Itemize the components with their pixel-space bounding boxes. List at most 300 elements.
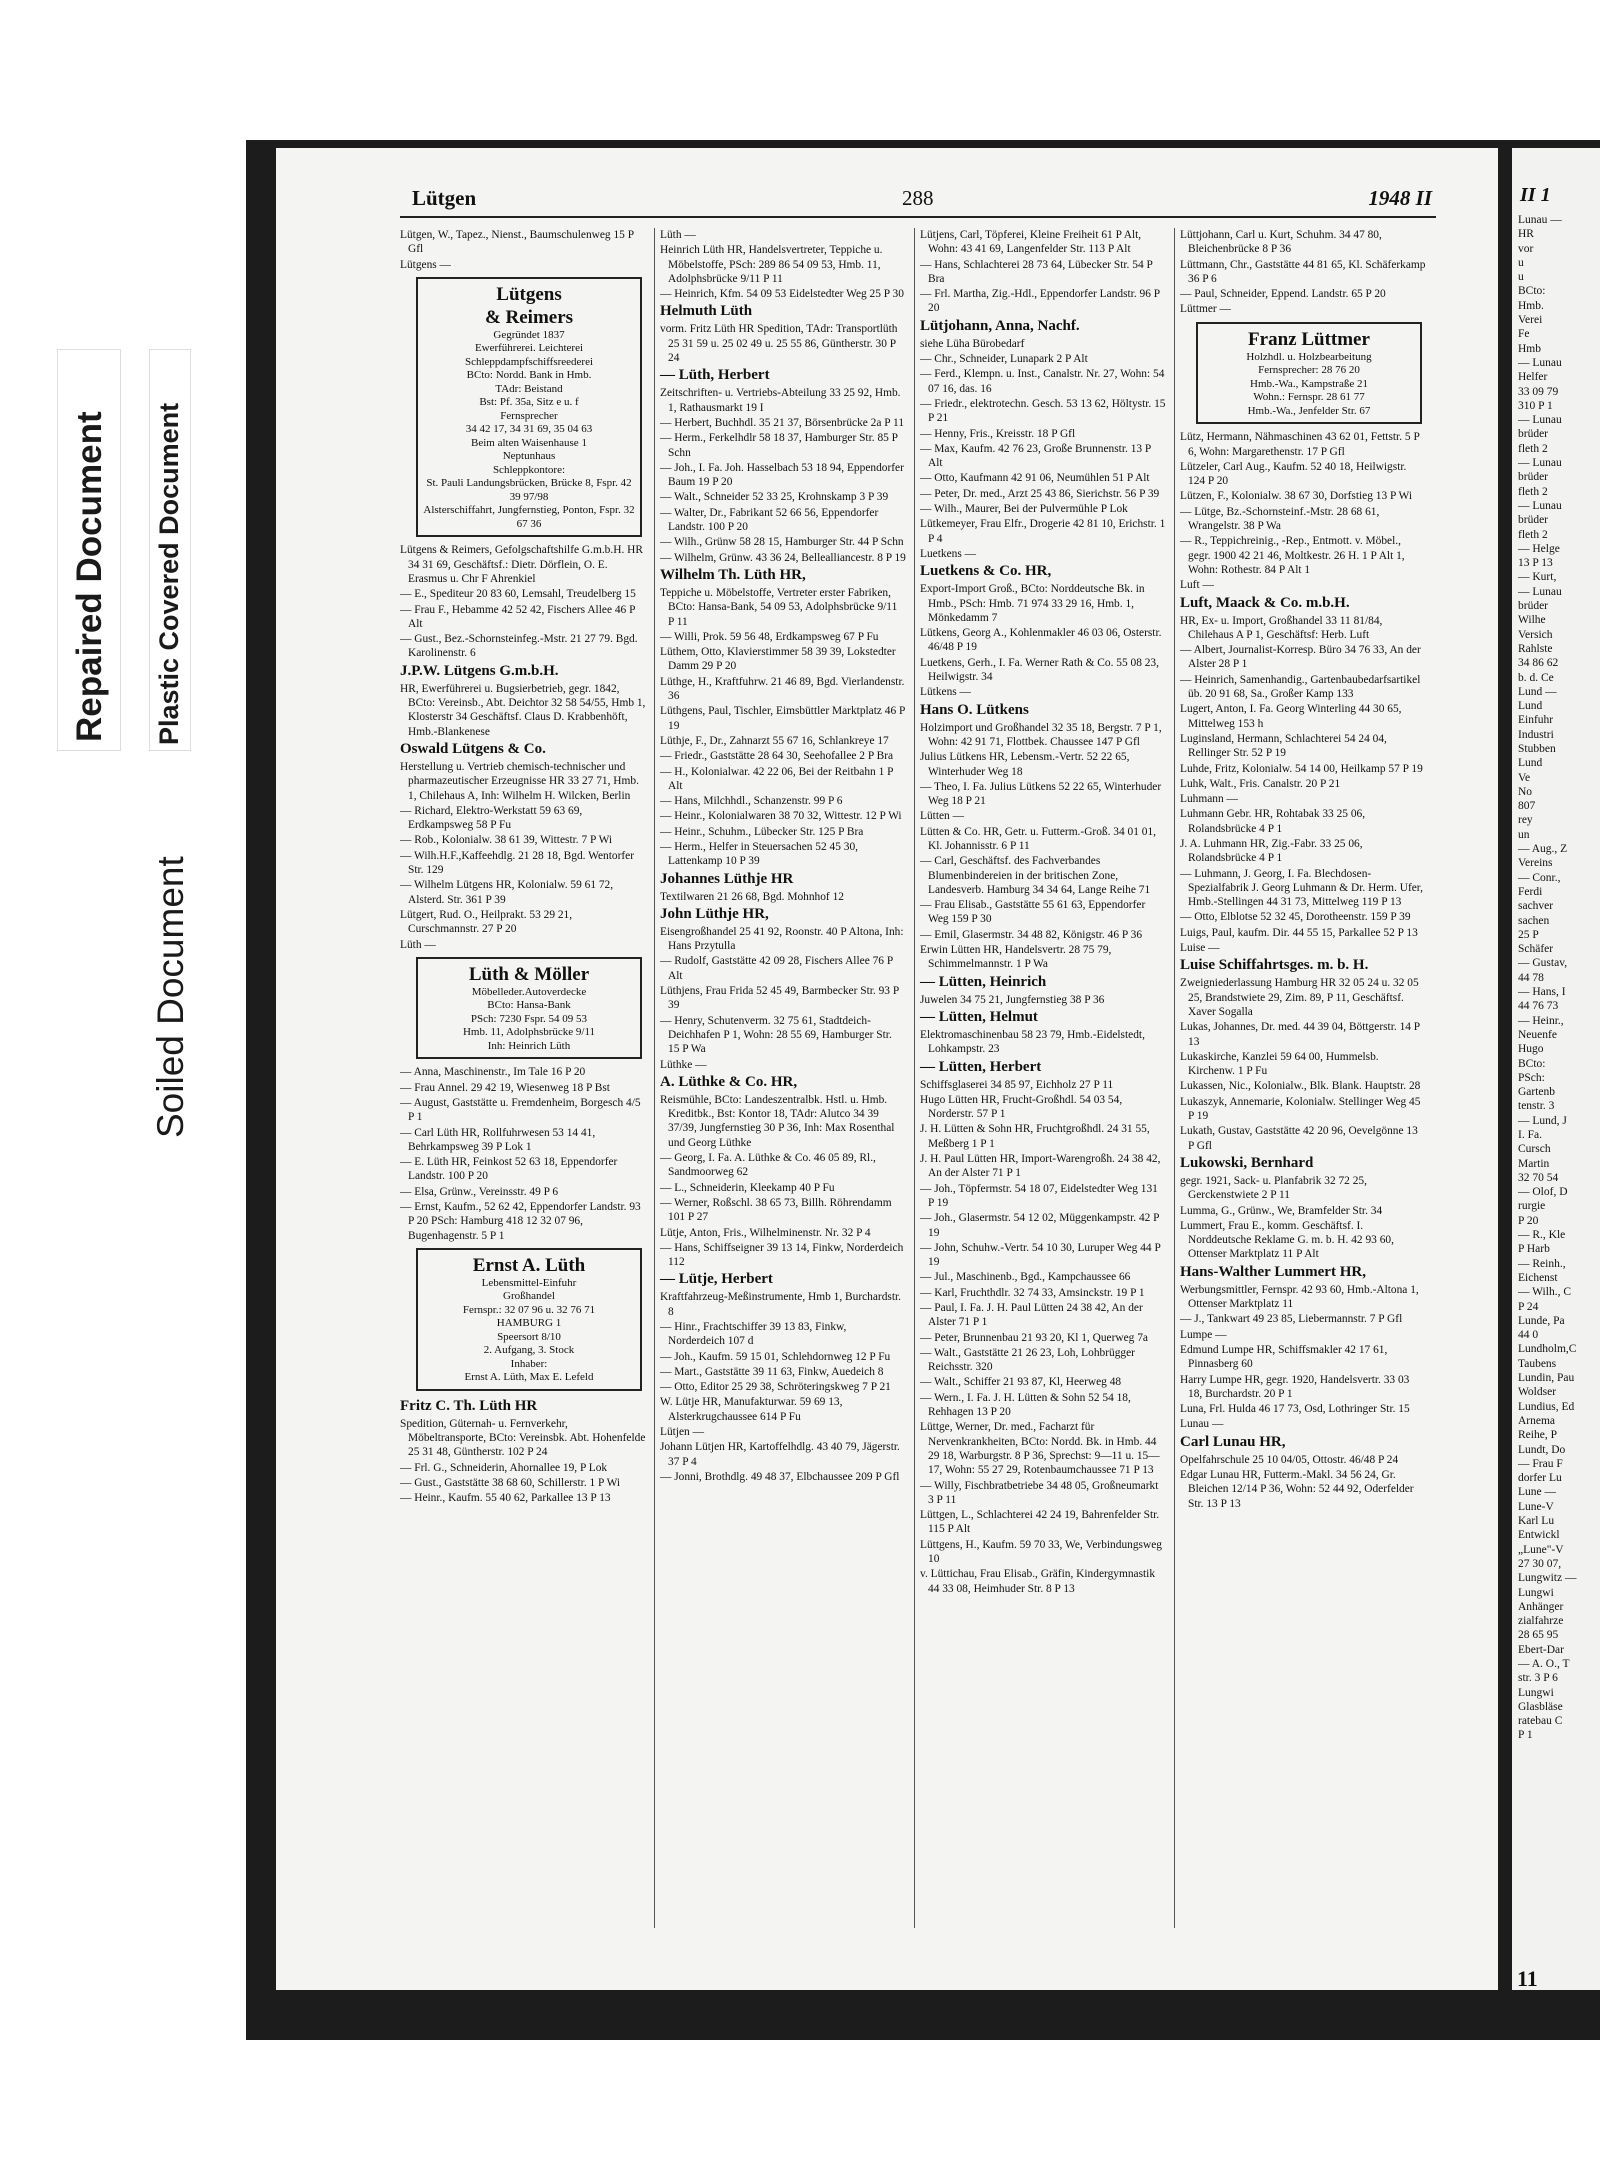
directory-entry: — Heinr., Kaufm. 55 40 62, Parkallee 13 P 13 [400,1492,611,1505]
adjacent-page-line: 13 P 13 [1518,557,1553,570]
adjacent-page-line: BCto: [1518,1057,1546,1070]
directory-entry: — Frl. G., Schneiderin, Ahornallee 19, P Lok [400,1461,608,1474]
directory-entry: Lüthke — [660,1058,707,1071]
directory-entry: — Joh., I. Fa. Joh. Hasselbach 53 18 94, Eppendorfer Baum 19 P 20 [660,461,904,489]
firm-name-heading: Wilhelm Th. Lüth HR, [660,566,806,583]
directory-entry: Edmund Lumpe HR, Schiffsmakler 42 17 61, Pinnasberg 60 [1180,1343,1388,1371]
adjacent-page-line: Neuenfe [1518,1028,1557,1041]
adjacent-page-line: Arnema [1518,1414,1556,1427]
adjacent-page-line: P Harb [1518,1243,1550,1256]
ad-line: Inh: Heinrich Lüth [487,1039,571,1052]
adjacent-page-line: rey [1518,814,1533,827]
directory-entry: — Theo, I. Fa. Julius Lütkens 52 22 65, Winterhuder Weg 18 P 21 [920,780,1162,808]
ad-line: Speersort 8/10 [497,1330,561,1343]
directory-entry: — Friedr., elektrotechn. Gesch. 53 13 62, Höltystr. 15 P 21 [920,397,1166,425]
directory-entry: — Werner, Roßschl. 38 65 73, Billh. Röhrendamm 101 P 27 [660,1196,892,1224]
directory-entry: Lüttmann, Chr., Gaststätte 44 81 65, Kl. Schäferkamp 36 P 6 [1180,258,1426,285]
directory-entry: Elektromaschinenbau 58 23 79, Hmb.-Eidelstedt, Lohkampstr. 23 [920,1028,1145,1056]
directory-entry: Luhmann — [1180,793,1238,806]
directory-entry: — Rob., Kolonialw. 38 61 39, Wittestr. 7 P Wi [400,834,613,847]
adjacent-page-line: 27 30 07, [1518,1557,1562,1570]
directory-entry: — Otto, Elblotse 52 32 45, Dorotheenstr. 159 P 39 [1180,911,1411,924]
advertisement-box [416,1248,642,1391]
directory-entry: — Frau F., Hebamme 42 52 42, Fischers Allee 46 P Alt [400,603,635,630]
directory-entry: Lütkemeyer, Frau Elfr., Drogerie 42 81 10, Erichstr. 1 P 4 [920,518,1166,545]
directory-entry: Lüttmer — [1180,303,1231,316]
adjacent-page-line: Gartenb [1518,1086,1556,1099]
adjacent-page-line: u [1518,256,1524,269]
directory-entry: Lukaskirche, Kanzlei 59 64 00, Hummelsb. Kirchenw. 1 P Fu [1180,1050,1379,1078]
firm-name-heading: — Lütten, Helmut [920,1008,1038,1025]
directory-entry: Lugert, Anton, I. Fa. Georg Winterling 44 30 65, Mittelweg 153 h [1180,703,1402,730]
ad-line: Schleppkontore: [492,463,566,476]
adjacent-page-line: rurgie [1518,1200,1546,1213]
firm-name-heading: Helmuth Lüth [660,303,753,320]
directory-entry: — Ferd., Klempn. u. Inst., Canalstr. Nr. 27, Wohn: 54 07 16, das. 16 [920,368,1165,395]
advertisement-box [416,277,642,538]
firm-name-heading: Oswald Lütgens & Co. [400,740,546,757]
directory-entry: Hugo Lütten HR, Frucht-Großhdl. 54 03 54, Norderstr. 57 P 1 [920,1093,1123,1121]
directory-entry: — Frau Annel. 29 42 19, Wiesenweg 18 P Bst [400,1081,610,1094]
directory-entry: — Carl, Geschäftsf. des Fachverbandes Blumenbindereien in der britischen Zone, Landesverb. Hamburg 34 34 64, Lange Reihe 71 [920,855,1151,896]
ad-line: Hmb.-Wa., Jenfelder Str. 67 [1247,404,1371,417]
directory-entry: — Wilh.H.F.,Kaffeehdlg. 21 28 18, Bgd. Wentorfer Str. 129 [400,849,635,877]
directory-entry: Lütkens, Georg A., Kohlenmakler 46 03 06, Osterstr. 46/48 P 19 [920,627,1162,654]
directory-entry: — E., Spediteur 20 83 60, Lemsahl, Treudelberg 15 [400,588,636,601]
adjacent-page-line: Entwickl [1518,1529,1560,1542]
adjacent-page-line: — R., Kle [1518,1229,1566,1242]
directory-entry: — Ernst, Kaufm., 52 62 42, Eppendorfer Landstr. 93 P 20 PSch: Hamburg 418 12 32 07 96, Bugenhagenstr. 5 P 1 [400,1200,641,1242]
adjacent-page-edge [1512,148,1600,1990]
directory-entry: — Heinr., Schuhm., Lübecker Str. 125 P Bra [660,825,864,838]
directory-entry: — Chr., Schneider, Lunapark 2 P Alt [920,353,1088,366]
ad-line: & Reimers [484,306,574,328]
adjacent-page-line: Lune-V [1518,1500,1554,1513]
directory-entry: — Hans, Milchhdl., Schanzenstr. 99 P 6 [660,795,843,808]
adjacent-page-line: Stubben [1518,742,1556,755]
directory-entry: — Joh., Töpfermstr. 54 18 07, Eidelstedter Weg 131 P 19 [920,1182,1158,1209]
adjacent-page-line: Fe [1518,328,1530,341]
directory-entry: — Anna, Maschinenstr., Im Tale 16 P 20 [400,1066,586,1079]
adjacent-page-line: Lund [1518,700,1543,713]
directory-entry: — Frau Elisab., Gaststätte 55 61 63, Eppendorfer Weg 159 P 30 [920,899,1146,926]
directory-entry: — Herbert, Buchhdl. 35 21 37, Börsenbrücke 2a P 11 [660,416,905,429]
directory-entry: Lummert, Frau E., komm. Geschäftsf. I. Norddeutsche Reklame G. m. b. H. 42 93 60, Ottenser Marktplatz 11 P Alt [1180,1219,1394,1261]
plastic-covered-document-label: Plastic Covered Document [154,402,184,745]
adjacent-page-line: Einfuhr [1518,714,1554,727]
directory-entry: — Mart., Gaststätte 39 11 63, Finkw, Auedeich 8 [660,1365,884,1378]
adjacent-page-line: Lundholm,C [1518,1343,1577,1356]
directory-entry: — Albert, Journalist-Korresp. Büro 34 76 33, An der Alster 28 P 1 [1180,644,1421,671]
adjacent-page-line: 28 65 95 [1518,1629,1559,1642]
ad-line: Holzhdl. u. Holzbearbeitung [1246,350,1372,363]
adjacent-page-line: Ebert-Dar [1518,1643,1564,1656]
directory-entry: Zeitschriften- u. Vertriebs-Abteilung 33 25 92, Hmb. 1, Rathausmarkt 19 I [660,387,901,414]
directory-entry: Lütgens & Reimers, Gefolgschaftshilfe G.m.b.H. HR 34 31 69, Geschäftsf.: Dietr. Dörflein, O. E. Erasmus u. Chr F Ahrenkiel [400,544,643,585]
firm-name-heading: J.P.W. Lütgens G.m.b.H. [400,662,559,679]
directory-entry: Heinrich Lüth HR, Handelsvertreter, Teppiche u. Möbelstoffe, PSch: 289 86 54 09 53, Hmb. 11, Adolphsbrücke 9/11 P 11 [660,244,883,285]
directory-entry: — Wilh., Maurer, Bei der Pulvermühle P Lok [920,503,1128,516]
adjacent-page-line: Reihe, P [1518,1429,1557,1442]
ad-line: St. Pauli Landungsbrücken, Brücke 8, Fspr. 42 39 97/98 [426,477,632,503]
directory-entry: — Gust., Gaststätte 38 68 60, Schillerstr. 1 P Wi [400,1477,621,1490]
adjacent-page-line: — Lunau [1518,414,1562,427]
adjacent-page-line: Lunau — [1518,214,1562,226]
directory-entry: — Jul., Maschinenb., Bgd., Kampchaussee 66 [920,1271,1131,1284]
directory-entry: — Willi, Prok. 59 56 48, Erdkampsweg 67 P Fu [660,630,879,643]
adjacent-page-line: Lundin, Pau [1518,1372,1575,1385]
firm-name-heading: Lukowski, Bernhard [1180,1154,1314,1171]
ad-line: BCto: Nordd. Bank in Hmb. [466,369,592,382]
page-header-right: 1948 II [1368,186,1432,210]
adjacent-page-line: — Aug., Z [1518,843,1568,856]
directory-entry: Lütz, Hermann, Nähmaschinen 43 62 01, Fettstr. 5 P 6, Wohn: Margarethenstr. 17 P Gfl [1180,431,1420,458]
directory-entry: W. Lütje HR, Manufakturwar. 59 69 13, Alsterkrugchaussee 614 P Fu [660,1396,843,1423]
directory-entry: — Walter, Dr., Fabrikant 52 66 56, Eppendorfer Landstr. 100 P 20 [660,506,879,534]
directory-entry: Lunau — [1180,1418,1224,1431]
directory-entry: — Walt., Schneider 52 33 25, Krohnskamp 3 P 39 [660,491,889,504]
firm-name-heading: — Lütje, Herbert [660,1271,773,1288]
adjacent-page-line: Martin [1518,1157,1550,1170]
directory-column-2 [660,228,906,1485]
directory-entry: Lütkens — [920,686,971,699]
directory-entry: Juwelen 34 75 21, Jungfernstieg 38 P 36 [920,993,1105,1006]
directory-entry: — Wern., I. Fa. J. H. Lütten & Sohn 52 54 18, Rehhagen 13 P 20 [920,1391,1131,1419]
ad-line: Ernst A. Lüth, Max E. Lefeld [464,1371,594,1384]
directory-entry: — Joh., Kaufm. 59 15 01, Schlehdornweg 12 P Fu [660,1350,891,1363]
directory-entry: — Henny, Fris., Kreisstr. 18 P Gfl [920,427,1076,440]
directory-entry: Lützen, F., Kolonialw. 38 67 30, Dorfstieg 13 P Wi [1180,490,1413,503]
adjacent-page-line: Versich [1518,628,1553,641]
directory-entry: Herstellung u. Vertrieb chemisch-technischer und pharmazeutischer Erzeugnisse HR 33 27 71, Hmb. 1, Chilehaus A, Inh: Wilhelm H. Wilcken, Berlin [400,760,639,802]
directory-entry: Zweigniederlassung Hamburg HR 32 05 24 u. 32 05 25, Brandstwiete 29, Zim. 89, P 11, Geschäftsf. Xaver Sogalla [1180,977,1419,1018]
directory-entry: — E. Lüth HR, Feinkost 52 63 18, Eppendorfer Landstr. 100 P 20 [400,1156,618,1183]
ad-line: Lütgens [496,283,562,305]
directory-entry: Reismühle, BCto: Landeszentralbk. Hstl. u. Hmb. Kreditbk., Bst: Kontor 18, TAdr: Alutco 34 39 37/39, Jungfernstieg 30 P 36, Inh: Max Rosenthal und Georg Lüthke [660,1093,895,1149]
adjacent-page-line: Anhänger [1518,1600,1564,1613]
directory-entry: — John, Schuhw.-Vertr. 54 10 30, Luruper Weg 44 P 19 [920,1241,1161,1269]
directory-entry: — J., Tankwart 49 23 85, Liebermannstr. 7 P Gfl [1180,1313,1403,1326]
ad-line: Neptunhaus [502,450,556,463]
directory-entry: Lütje, Anton, Fris., Wilhelminenstr. Nr. 32 P 4 [660,1226,871,1239]
directory-entry: Lütjen — [660,1426,704,1439]
directory-entry: — Peter, Brunnenbau 21 93 20, Kl 1, Querweg 7a [920,1331,1148,1344]
directory-entry: Luise — [1180,942,1220,955]
adjacent-page-line: Wilhe [1518,614,1546,627]
adjacent-page-line: — Lunau [1518,585,1562,598]
ad-line: Gegründet 1837 [493,328,565,341]
adjacent-page-line: Glasbläse [1518,1700,1563,1713]
directory-entry: Luft — [1180,579,1214,592]
directory-entry: Luetkens, Gerh., I. Fa. Werner Rath & Co. 55 08 23, Heilwigstr. 34 [920,656,1159,684]
directory-entry: vorm. Fritz Lüth HR Spedition, TAdr: Transportlüth 25 31 59 u. 25 02 49 u. 25 55 86, Güntherstr. 30 P 24 [660,323,898,365]
adjacent-page-line: brüder [1518,600,1549,613]
column-divider [914,228,915,1928]
directory-entry: Lukath, Gustav, Gaststätte 42 20 96, Oevelgönne 13 P Gfl [1180,1125,1418,1152]
adjacent-page-line: — Helge [1518,542,1560,555]
directory-entry: Opelfahrschule 25 10 04/05, Ottostr. 46/48 P 24 [1180,1453,1399,1466]
adjacent-page-header: II 1 [1520,184,1551,206]
adjacent-page-line: str. 3 P 6 [1518,1672,1558,1685]
advertisement-box [1196,322,1422,425]
directory-entry: J. A. Luhmann HR, Zig.-Fabr. 33 25 06, Rolandsbrücke 4 P 1 [1180,838,1363,865]
adjacent-page-line: brüder [1518,471,1549,484]
directory-entry: — Georg, I. Fa. A. Lüthke & Co. 46 05 89, Rl., Sandmoorweg 62 [660,1152,876,1179]
ad-line: Beim alten Waisenhause 1 [471,436,587,449]
ad-line: Alsterschiffahrt, Jungfernstieg, Ponton, Fspr. 32 67 36 [423,504,635,530]
directory-entry: J. H. Paul Lütten HR, Import-Warengroßh. 24 38 42, An der Alster 71 P 1 [920,1153,1161,1180]
directory-entry: — Wilhelm Lütgens HR, Kolonialw. 59 61 72, Alsterd. Str. 361 P 39 [400,879,614,906]
adjacent-page-line: un [1518,828,1530,841]
directory-entry: Lüttgen, L., Schlachterei 42 24 19, Bahrenfelder Str. 115 P Alt [920,1509,1160,1536]
directory-entry: — Emil, Glasermstr. 34 48 82, Königstr. 46 P 36 [920,928,1143,941]
directory-entry: Textilwaren 21 26 68, Bgd. Mohnhof 12 [660,890,844,903]
directory-entry: — Otto, Editor 25 29 38, Schröteringskweg 7 P 21 [660,1381,891,1394]
ad-line: PSch: 7230 Fspr. 54 09 53 [470,1012,588,1025]
directory-entry: gegr. 1921, Sack- u. Planfabrik 32 72 25, Gerckenstwiete 2 P 11 [1180,1174,1367,1202]
adjacent-page-line: „Lune"-V [1518,1543,1564,1556]
adjacent-page-line: Lunde, Pa [1518,1314,1565,1327]
adjacent-page-line: u [1518,271,1524,284]
adjacent-page-line: 34 86 62 [1518,657,1559,670]
ad-line: Hmb.-Wa., Kampstraße 21 [1250,377,1368,390]
ad-line: Schleppdampfschiffsreederei [464,355,594,368]
adjacent-page-line: — A. O., T [1518,1657,1570,1670]
adjacent-page-line: 44 76 73 [1518,1000,1559,1013]
directory-entry: — Richard, Elektro-Werkstatt 59 63 69, Erdkampsweg 58 P Fu [400,804,583,832]
ad-line: 34 42 17, 34 31 69, 35 04 63 [465,423,593,436]
directory-entry: — Luhmann, J. Georg, I. Fa. Blechdosen-Spezialfabrik J. Georg Luhmann & Dr. Herm. Ufer, Hmb.-Stellingen 44 31 73, Mittelweg 119 P 13 [1180,867,1423,909]
adjacent-page-line: 25 P [1518,928,1539,941]
soiled-document-label: Soiled Document [150,856,191,1138]
adjacent-page-line: b. d. Ce [1518,671,1554,684]
adjacent-page-line: Woldser [1518,1386,1557,1399]
directory-entry: Lütgen, W., Tapez., Nienst., Baumschulenweg 15 P Gfl [400,229,634,256]
adjacent-page-line: — Lunau [1518,356,1562,369]
directory-entry: — Henry, Schutenverm. 32 75 61, Stadtdeich-Deichhafen P 1, Wohn: 28 55 69, Hamburger Str. 15 P Wa [660,1014,892,1056]
adjacent-page-line: I. Fa. [1518,1129,1542,1141]
advertisement-box [416,957,642,1060]
directory-entry: — Frl. Martha, Zig.-Hdl., Eppendorfer Landstr. 96 P 20 [920,288,1160,315]
adjacent-page-line: — Lund, J [1518,1114,1567,1127]
adjacent-page-line: Lund — [1518,685,1557,698]
adjacent-page-line: brüder [1518,428,1549,441]
adjacent-page-line: Verei [1518,314,1543,327]
directory-entry: v. Lüttichau, Frau Elisab., Gräfin, Kindergymnastik 44 33 08, Heimhuder Str. 8 P 13 [920,1568,1156,1595]
directory-entry: Lumma, G., Grünw., We, Bramfelder Str. 34 [1180,1204,1383,1217]
directory-entry: Harry Lumpe HR, gegr. 1920, Handelsvertr. 33 03 18, Burchardstr. 20 P 1 [1180,1373,1410,1400]
directory-entry: Kraftfahrzeug-Meßinstrumente, Hmb 1, Burchardstr. 8 [660,1291,902,1318]
firm-name-heading: Luft, Maack & Co. m.b.H. [1180,594,1350,611]
directory-entry: — Karl, Fruchthdlr. 32 74 33, Amsinckstr. 19 P 1 [920,1286,1145,1299]
adjacent-page-line: 310 P 1 [1518,399,1553,412]
directory-entry: Lütjens, Carl, Töpferei, Kleine Freiheit 61 P Alt, Wohn: 43 41 69, Langenfelder Str. 113 P Alt [920,229,1142,256]
adjacent-page-line: No [1518,785,1533,798]
firm-name-heading: Luise Schiffahrtsges. m. b. H. [1180,957,1369,974]
directory-entry: — L., Schneiderin, Kleekamp 40 P Fu [660,1181,835,1194]
firm-name-heading: Hans O. Lütkens [920,701,1029,718]
adjacent-page-line: fleth 2 [1518,528,1548,541]
directory-column-4 [1180,228,1426,1512]
adjacent-page-line: Lune — [1518,1486,1557,1499]
directory-entry: Johann Lütjen HR, Kartoffelhdlg. 43 40 79, Jägerstr. 37 P 4 [660,1441,900,1468]
directory-entry: Export-Import Groß., BCto: Norddeutsche Bk. in Hmb., PSch: Hmb. 71 974 33 29 16, Hmb. 1, Mönkedamm 7 [920,583,1145,624]
adjacent-page-footer: 11 [1517,1966,1538,1991]
firm-name-heading: — Lütten, Herbert [920,1058,1042,1075]
ad-line: Großhandel [503,1290,555,1303]
adjacent-page-line: Industri [1518,728,1554,741]
directory-entry: — Carl Lüth HR, Rollfuhrwesen 53 14 41, Behrkampsweg 39 P Lok 1 [400,1126,596,1153]
firm-name-heading: — Lütten, Heinrich [920,973,1047,990]
adjacent-page-line: — Conr., [1518,871,1561,884]
adjacent-page-line: zialfahrze [1518,1615,1564,1628]
directory-entry: Luhde, Fritz, Kolonialw. 54 14 00, Heilkamp 57 P 19 [1180,762,1423,775]
adjacent-page-text [1518,213,1600,1743]
directory-entry: Lützeler, Carl Aug., Kaufm. 52 40 18, Heilwigstr. 124 P 20 [1180,460,1407,488]
adjacent-page-line: 32 70 54 [1518,1171,1559,1184]
ad-line: Fernsprecher [500,409,558,422]
ad-line: Wohn.: Fernspr. 28 61 77 [1253,391,1365,404]
directory-entry: — Friedr., Gaststätte 28 64 30, Seehofallee 2 P Bra [660,750,894,763]
adjacent-page-line: vor [1518,242,1534,255]
directory-entry: Lüthem, Otto, Klavierstimmer 58 39 39, Lokstedter Damm 29 P 20 [660,646,896,673]
adjacent-page-line: Hmb [1518,342,1541,355]
adjacent-page-line: sachver [1518,900,1554,913]
directory-entry: — Max, Kaufm. 42 76 23, Große Brunnenstr. 13 P Alt [920,442,1151,470]
adjacent-page-line: fleth 2 [1518,442,1548,455]
directory-entry: Werbungsmittler, Fernspr. 42 93 60, Hmb.-Altona 1, Ottenser Marktplatz 11 [1180,1283,1419,1311]
directory-entry: Holzimport und Großhandel 32 35 18, Bergstr. 7 P 1, Wohn: 42 91 71, Flottbek. Chaussee 147 P Gfl [920,721,1162,748]
directory-entry: Luna, Frl. Hulda 46 17 73, Osd, Lothringer Str. 15 [1180,1403,1410,1416]
adjacent-page-line: Eichenst [1518,1271,1558,1284]
ad-line: Fernspr.: 32 07 96 u. 32 76 71 [462,1303,596,1316]
adjacent-page-line: Vereins [1518,857,1553,870]
directory-entry: Spedition, Güternah- u. Fernverkehr, Möbeltransporte, BCto: Vereinsbk. Abt. Hohenfelde 25 31 48, Güntherstr. 102 P 24 [400,1417,646,1459]
adjacent-page-line: — Frau F [1518,1457,1563,1470]
firm-name-heading: — Lüth, Herbert [660,367,770,384]
adjacent-page-line: Hmb. [1518,299,1544,312]
directory-entry: Lukassen, Nic., Kolonialw., Blk. Blank. Hauptstr. 28 [1180,1080,1421,1093]
adjacent-page-line: 44 78 [1518,971,1544,984]
directory-entry: Erwin Lütten HR, Handelsvertr. 28 75 79, Schimmelmannstr. 1 P Wa [920,944,1112,971]
directory-entry: — Otto, Kaufmann 42 91 06, Neumühlen 51 P Alt [920,472,1150,485]
directory-entry: Lütten & Co. HR, Getr. u. Futterm.-Groß. 34 01 01, Kl. Johannisstr. 6 P 11 [920,825,1157,852]
adjacent-page-line: — Kurt, [1518,571,1557,584]
firm-name-heading: Fritz C. Th. Lüth HR [400,1397,538,1414]
page-number: 288 [902,186,934,210]
directory-entry: Lütgert, Rud. O., Heilprakt. 53 29 21, Curschmannstr. 27 P 20 [400,908,573,936]
adjacent-page-line: Lundius, Ed [1518,1400,1575,1413]
directory-entry: Lütten — [920,810,964,823]
ad-line: HAMBURG 1 [496,1317,562,1330]
directory-entry: Luigs, Paul, kaufm. Dir. 44 55 15, Parkallee 52 P 13 [1180,926,1418,939]
directory-entry: Julius Lütkens HR, Lebensm.-Vertr. 52 22 65, Winterhuder Weg 18 [920,751,1130,778]
ad-line: Franz Lüttmer [1248,328,1370,350]
directory-entry: Lukas, Johannes, Dr. med. 44 39 04, Böttgerstr. 14 P 13 [1180,1021,1420,1048]
directory-entry: — Rudolf, Gaststätte 42 09 28, Fischers Allee 76 P Alt [660,955,893,982]
adjacent-page-line: tenstr. 3 [1518,1100,1555,1113]
directory-entry: Luetkens — [920,547,976,560]
adjacent-page-line: Cursch [1518,1143,1551,1156]
directory-entry: Lüthgens, Paul, Tischler, Eimsbüttler Marktplatz 46 P 19 [660,705,905,732]
directory-entry: Lukaszyk, Annemarie, Kolonialw. Stellinger Weg 45 P 19 [1180,1095,1421,1123]
directory-entry: Lüttgens, H., Kaufm. 59 70 33, We, Verbindungsweg 10 [920,1538,1162,1566]
directory-entry: — Peter, Dr. med., Arzt 25 43 86, Sierichstr. 56 P 39 [920,487,1160,500]
adjacent-page-line: P 1 [1518,1729,1533,1742]
directory-entry: Edgar Lunau HR, Futterm.-Makl. 34 56 24, Gr. Bleichen 12/14 P 36, Wohn: 52 44 92, Oderfelder Str. 13 P 13 [1180,1468,1414,1510]
directory-entry: — Walt., Schiffer 21 93 87, Kl, Heerweg 48 [920,1376,1122,1389]
directory-entry: — Heinr., Kolonialwaren 38 70 32, Wittestr. 12 P Wi [660,810,902,823]
directory-entry: — Gust., Bez.-Schornsteinfeg.-Mstr. 21 27 79. Bgd. Karolinenstr. 6 [400,633,638,660]
header-rule [400,216,1436,218]
adjacent-page-line: — Lunau [1518,457,1562,470]
directory-entry: Luhk, Walt., Fris. Canalstr. 20 P 21 [1180,777,1341,790]
directory-entry: — H., Kolonialwar. 42 22 06, Bei der Reitbahn 1 P Alt [660,765,894,792]
directory-entry: — Herm., Helfer in Steuersachen 52 45 30, Lattenkamp 10 P 39 [660,840,859,868]
directory-entry: Lüthje, F., Dr., Zahnarzt 55 67 16, Schlankreye 17 [660,734,889,747]
firm-name-heading: John Lüthje HR, [660,905,769,922]
directory-entry: Schiffsglaserei 34 85 97, Eichholz 27 P 11 [920,1078,1114,1091]
directory-entry: siehe Lüha Bürobedarf [920,337,1025,350]
directory-entry: Lüttge, Werner, Dr. med., Facharzt für Nervenkrankheiten, BCto: Nordd. Bk. in Hmb. 44 29 18, Warburgstr. 8 P 36, Sprechst: 9—11 u. 15—17, Wohn: 55 27 29, Rotenbaumchaussee 71 P 13 [920,1421,1160,1477]
firm-name-heading: Lütjohann, Anna, Nachf. [920,317,1080,334]
adjacent-page-line: Lungwitz — [1518,1572,1577,1585]
directory-entry: — Lütge, Bz.-Schornsteinf.-Mstr. 28 68 61, Wrangelstr. 38 P Wa [1180,505,1380,533]
adjacent-page-line: — Gustav, [1518,957,1568,970]
directory-entry: Lüttjohann, Carl u. Kurt, Schuhm. 34 47 80, Bleichenbrücke 8 P 36 [1180,229,1382,256]
directory-entry: Lumpe — [1180,1328,1227,1341]
adjacent-page-line: — Wilh., C [1518,1286,1571,1299]
adjacent-page-line: — Olof, D [1518,1186,1568,1199]
directory-entry: — Hinr., Frachtschiffer 39 13 83, Finkw, Norderdeich 107 d [660,1321,847,1348]
directory-entry: Teppiche u. Möbelstoffe, Vertreter erster Fabriken, BCto: Hansa-Bank, 54 09 53, Adolphsbrücke 9/11 P 11 [660,586,898,628]
directory-entry: HR, Ewerführerei u. Bugsierbetrieb, gegr. 1842, BCto: Vereinsb., Abt. Deichtor 32 58 54/55, Hmb 1, Klosterstr 34 Geschäftsf. Claus D. Krabbenhöft, Hmb.-Blankenese [400,682,646,738]
adjacent-page-line: HR [1518,228,1534,241]
firm-name-heading: Carl Lunau HR, [1180,1433,1286,1450]
adjacent-page-line: ratebau C [1518,1715,1563,1728]
column-divider [654,228,655,1928]
adjacent-page-line: P 20 [1518,1214,1539,1227]
directory-entry: — Heinrich, Samenhandig., Gartenbaubedarfsartikel üb. 20 91 68, Sa., Großer Kamp 133 [1180,673,1421,701]
adjacent-page-line: Lungwi [1518,1586,1554,1599]
adjacent-page-line: — Heinr., [1518,1014,1564,1027]
directory-entry: — R., Teppichreinig., -Rep., Entmott. v. Möbel., gegr. 1900 42 21 46, Moltkestr. 26 H. 1 P Alt 1, Wohn: Rothestr. 84 P Alt 1 [1180,535,1405,576]
adjacent-page-line: BCto: [1518,285,1546,298]
directory-column-3 [920,228,1166,1597]
adjacent-page-line: P 24 [1518,1300,1539,1313]
directory-entry: — Herm., Ferkelhdlr 58 18 37, Hamburger Str. 85 P Schn [660,432,898,459]
directory-entry: Lüth — [660,229,696,241]
ad-line: Bst: Pf. 35a, Sitz e u. f [479,396,579,409]
adjacent-page-line: 33 09 79 [1518,385,1559,398]
directory-entry: — Wilhelm, Grünw. 43 36 24, Bellealliancestr. 8 P 19 [660,551,906,564]
directory-page [276,148,1498,1990]
directory-entry: — Heinrich, Kfm. 54 09 53 Eidelstedter Weg 25 P 30 [660,288,904,301]
directory-entry: Lütgens — [400,258,451,271]
adjacent-page-line: Lungwi [1518,1686,1554,1699]
ad-line: Inhaber: [510,1357,548,1370]
adjacent-page-line: PSch: [1518,1071,1545,1084]
directory-column-1 [400,228,646,1507]
directory-entry: — Elsa, Grünw., Vereinsstr. 49 P 6 [400,1185,559,1198]
directory-entry: Lüthge, H., Kraftfuhrw. 21 46 89, Bgd. Vierlandenstr. 36 [660,675,905,703]
column-divider [1174,228,1175,1928]
directory-entry: HR, Ex- u. Import, Großhandel 33 11 81/84, Chilehaus A P 1, Geschäftsf: Herb. Luft [1180,614,1383,641]
firm-name-heading: A. Lüthke & Co. HR, [660,1073,798,1090]
directory-entry: Luhmann Gebr. HR, Rohtabak 33 25 06, Rolandsbrücke 4 P 1 [1180,808,1366,835]
ad-line: Lüth & Möller [468,963,590,985]
directory-entry: — Paul, Schneider, Eppend. Landstr. 65 P 20 [1180,288,1386,301]
